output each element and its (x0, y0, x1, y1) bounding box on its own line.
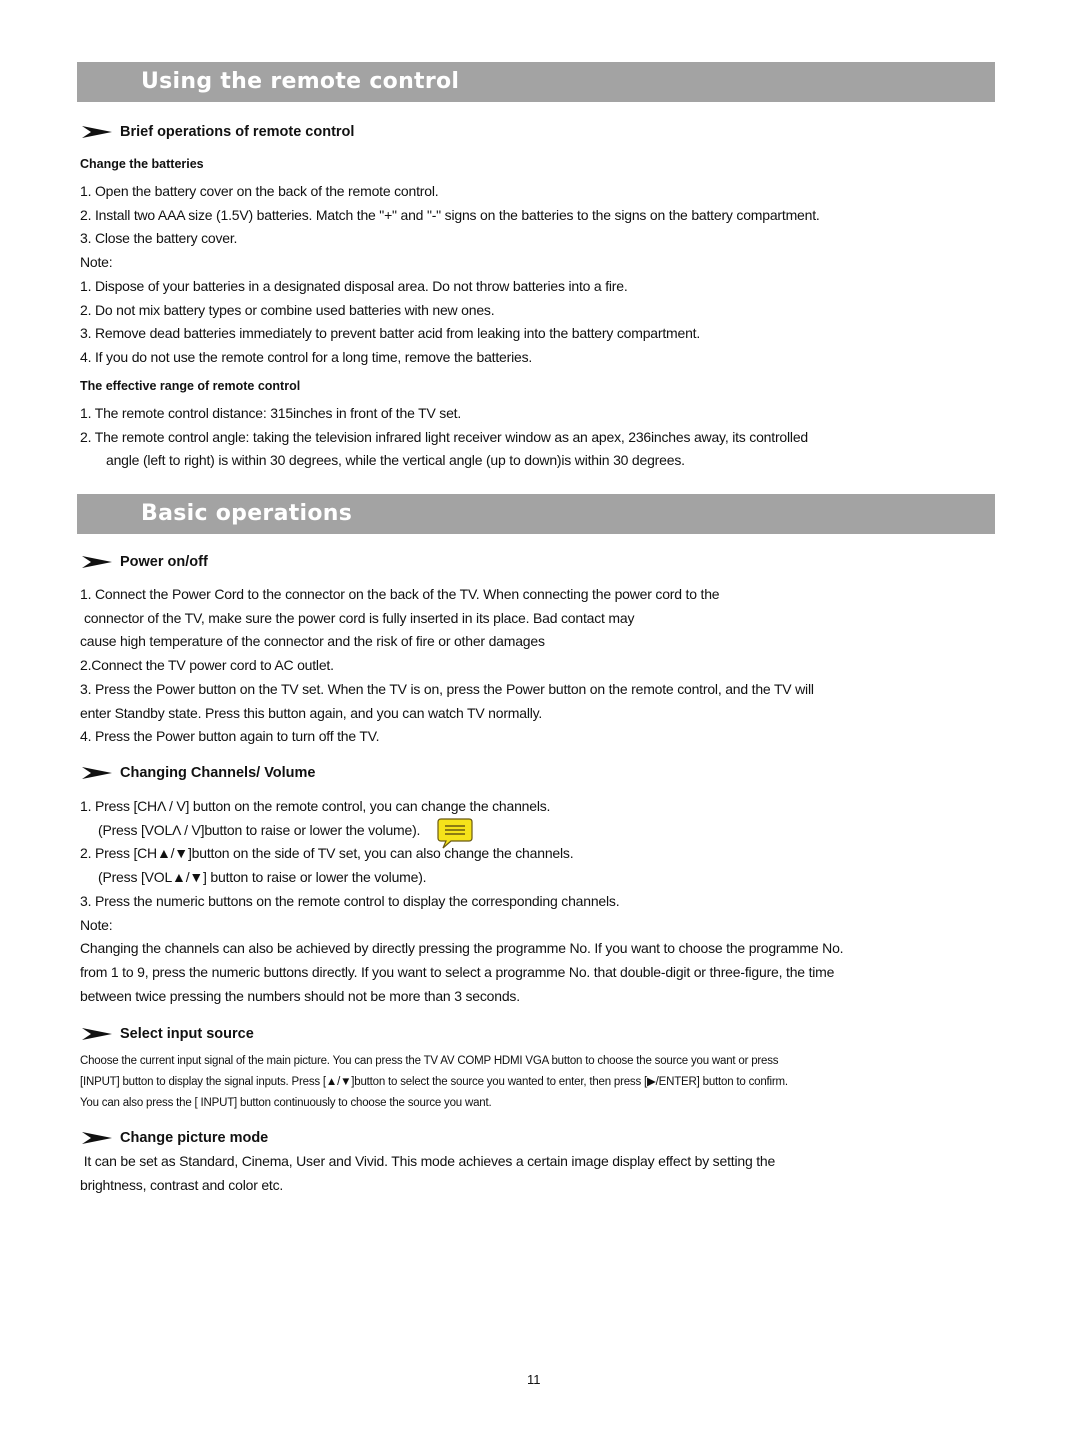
range-item: 1. The remote control distance: 315inches in front of the TV set. (80, 405, 462, 421)
battery-note: 1. Dispose of your batteries in a designated disposal area. Do not throw batteries into a fire. (80, 277, 628, 294)
power-line: 3. Press the Power button on the TV set. When the TV is on, press the Power button on the remote control, and the TV will (80, 680, 814, 697)
heading-power-text: Power on/off (120, 554, 208, 570)
channels-note-line: from 1 to 9, press the numeric buttons directly. If you want to select a programme No. that double-digit or three-figure, the time (80, 963, 835, 980)
heading-power (82, 553, 208, 571)
power-line: connector of the TV, make sure the power cord is fully inserted in its place. Bad contact may (84, 609, 635, 626)
channels-instructions (80, 795, 1000, 1008)
heading-input-source-text: Select input source (120, 1026, 254, 1042)
range-list (80, 402, 1000, 473)
range-item: angle (left to right) is within 30 degrees, while the vertical angle (up to down)is within 30 degrees. (106, 452, 685, 469)
power-line: 4. Press the Power button again to turn off the TV. (80, 728, 380, 745)
input-line: [INPUT] button to display the signal inputs. Press [▲/▼]button to select the source you wanted to enter, then press [▶/ENTER] button to confirm. (80, 1076, 788, 1088)
arrow-bullet-icon (82, 1028, 112, 1040)
battery-note: 4. If you do not use the remote control for a long time, remove the batteries. (80, 348, 533, 365)
input-instructions (80, 1051, 1000, 1114)
heading-channels-text: Changing Channels/ Volume (120, 765, 316, 781)
power-line: enter Standby state. Press this button again, and you can watch TV normally. (80, 704, 543, 721)
power-line: 1. Connect the Power Cord to the connector on the back of the TV. When connecting the power cord to the (80, 586, 720, 602)
section-banner-basic-operations: Basic operations (77, 494, 995, 534)
change-batteries-title: Change the batteries (80, 157, 204, 171)
picture-mode-instructions (80, 1150, 1000, 1197)
heading-brief-operations (82, 123, 354, 141)
range-item: 2. The remote control angle: taking the television infrared light receiver window as an apex, 236inches away, its controlled (80, 428, 808, 445)
heading-picture-mode-text: Change picture mode (120, 1130, 269, 1146)
heading-brief-operations-text: Brief operations of remote control (120, 124, 355, 140)
channels-note-line: between twice pressing the numbers should not be more than 3 seconds. (80, 987, 520, 1004)
picture-line: brightness, contrast and color etc. (80, 1176, 284, 1193)
heading-channels (82, 764, 316, 782)
note-label: Note: (80, 254, 113, 271)
input-line: Choose the current input signal of the main picture. You can press the TV AV COMP HDMI VGA button to choose the source you want or press (80, 1055, 779, 1067)
power-line: cause high temperature of the connector and the risk of fire or other damages (80, 633, 545, 650)
picture-line: It can be set as Standard, Cinema, User and Vivid. This mode achieves a certain image display effect by setting the (80, 1153, 776, 1169)
battery-steps (80, 180, 1000, 370)
channels-line: 2. Press [CH▲/▼]button on the side of TV set, you can also change the channels. (80, 845, 574, 862)
arrow-bullet-icon (82, 1132, 112, 1144)
comment-icon[interactable] (437, 816, 473, 850)
heading-picture-mode (82, 1129, 268, 1147)
battery-step: 1. Open the battery cover on the back of the remote control. (80, 183, 439, 199)
page-number: 11 (527, 1372, 541, 1387)
channels-line: 1. Press [CHΛ / V] button on the remote control, you can change the channels. (80, 798, 551, 814)
arrow-bullet-icon (82, 556, 112, 568)
battery-step: 2. Install two AAA size (1.5V) batteries. Match the "+" and "-" signs on the batteries to the signs on the battery compartment. (80, 206, 820, 223)
power-line: 2.Connect the TV power cord to AC outlet. (80, 657, 334, 674)
effective-range-title: The effective range of remote control (80, 379, 301, 393)
channels-line: (Press [VOLΛ / V]button to raise or lower the volume). (98, 821, 421, 838)
battery-note: 2. Do not mix battery types or combine used batteries with new ones. (80, 301, 495, 318)
channels-note-line: Changing the channels can also be achieved by directly pressing the programme No. If you want to choose the programme No. (80, 940, 844, 957)
arrow-bullet-icon (82, 126, 112, 138)
power-instructions (80, 583, 1000, 749)
battery-note: 3. Remove dead batteries immediately to prevent batter acid from leaking into the battery compartment. (80, 325, 701, 342)
battery-step: 3. Close the battery cover. (80, 230, 238, 247)
note-label: Note: (80, 916, 113, 933)
channels-line: 3. Press the numeric buttons on the remote control to display the corresponding channels. (80, 892, 620, 909)
channels-line: (Press [VOL▲/▼] button to raise or lower the volume). (98, 869, 427, 886)
section-banner-remote-control: Using the remote control (77, 62, 995, 102)
input-line: You can also press the [ INPUT] button continuously to choose the source you want. (80, 1097, 492, 1109)
arrow-bullet-icon (82, 767, 112, 779)
heading-input-source (82, 1025, 254, 1043)
